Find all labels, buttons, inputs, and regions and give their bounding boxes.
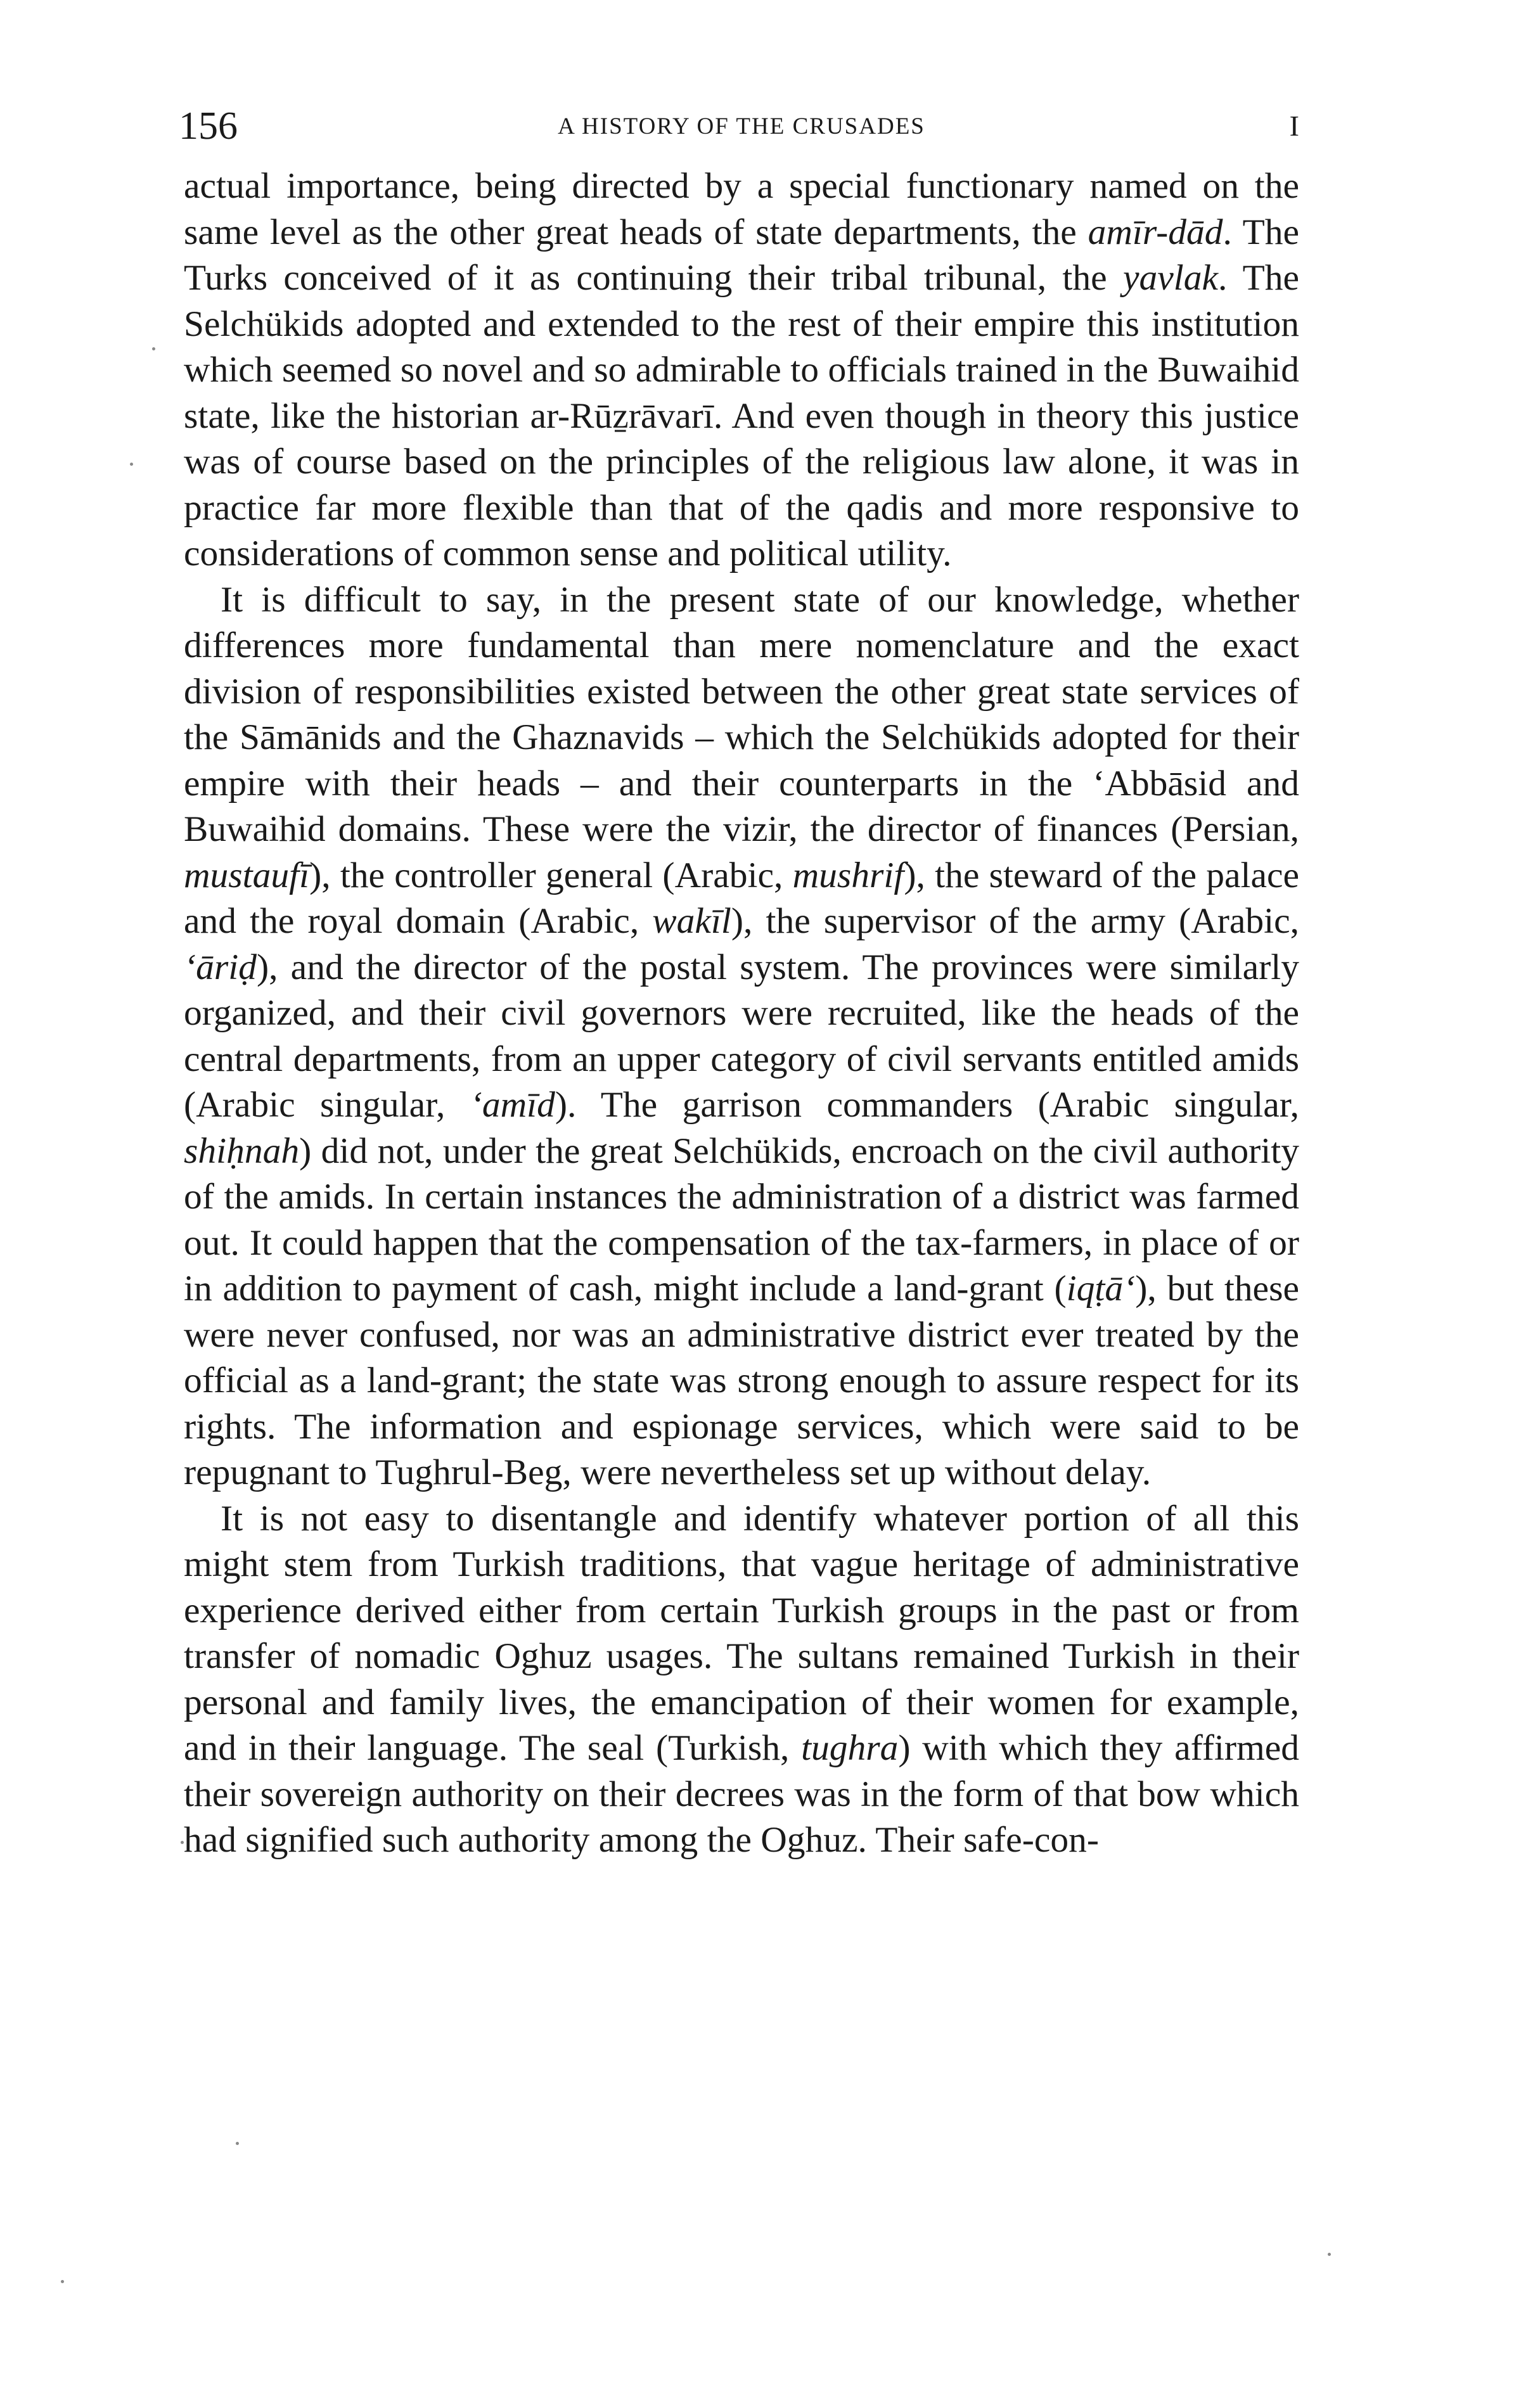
scan-speck [130, 463, 133, 466]
italic-term: mushrif [792, 855, 904, 895]
page-number: 156 [179, 105, 238, 148]
text-run: ), but these were never confused, nor was an administrative district ever treated by the official as a land-grant; the state was strong enough to assure respect for its rights. The information and espionage services, which were said to be repugnant to Tughrul-Beg, were nevertheless set up without delay. [184, 1269, 1299, 1492]
paragraph [184, 163, 1299, 577]
scan-speck [236, 2142, 239, 2145]
paragraph [184, 1496, 1299, 1864]
italic-term: ‘amīd [470, 1085, 555, 1125]
text-run: ), the controller general (Arabic, [309, 855, 793, 895]
text-run: ), and the director of the postal system. The provinces were similarly organized, and their civil governors were recruited, like the heads of the central departments, from an upper category of civil servants entitled amids (Arabic singular, [184, 947, 1299, 1125]
italic-term: ‘āriḍ [184, 947, 257, 987]
italic-term: shiḥnah [184, 1130, 300, 1171]
text-run: It is not easy to disentangle and identify whatever portion of all this might stem from Turkish traditions, that vague heritage of administrative experience derived either from certain Turkish groups in the past or from transfer of nomadic Oghuz usages. The sultans remained Turkish in their personal and family lives, the emancipation of their women for example, and in their language. The seal (Turkish, [184, 1498, 1299, 1768]
scan-speck [152, 347, 155, 350]
volume-number: I [1289, 110, 1299, 142]
running-head [179, 105, 1299, 152]
italic-term: yavlak [1122, 258, 1218, 298]
italic-term: amīr-dād [1088, 212, 1223, 252]
italic-term: wakīl [652, 901, 731, 941]
text-run: . The Turks conceived of it as continuing their tribal tribunal, the [184, 212, 1300, 298]
text-run: It is difficult to say, in the present state of our knowledge, whether differences more fundamental than mere nomenclature and the exact division of responsibilities existed between the other great state services of the Sāmānids and the Ghaznavids – which the Selchükids adopted for their empire with their heads – and their counterparts in the ‘Abbāsid and Buwaihid domains. These were the vizir, the director of finances (Persian, [184, 579, 1299, 849]
text-run: ) with which they affirmed their sovereign authority on their decrees was in the form of that bow which had signified such authority among the Oghuz. Their safe-con- [184, 1728, 1300, 1860]
scan-speck [181, 1841, 184, 1844]
text-run: ). The garrison commanders (Arabic singular, [555, 1085, 1299, 1125]
body-text [184, 163, 1299, 1864]
paragraph [184, 577, 1299, 1496]
italic-term: iqṭā‘ [1066, 1269, 1136, 1309]
running-title: A HISTORY OF THE CRUSADES [558, 113, 925, 139]
book-page [179, 105, 1300, 1864]
italic-term: tughra [801, 1728, 899, 1768]
text-run: ), the supervisor of the army (Arabic, [731, 901, 1299, 941]
text-run: actual importance, being directed by a special functionary named on the same level as the other great heads of state departments, the [184, 166, 1299, 252]
italic-term: mustaufī [184, 855, 310, 895]
text-run: . The Selchükids adopted and extended to the rest of their empire this institution which seemed so novel and so admirable to officials trained in the Buwaihid state, like the historian ar-Rūẕrāvarī. And even though in theory this justice was of course based on the principles of the religious law alone, it was in practice far more flexible than that of the qadis and more responsive to considerations of common sense and political utility. [184, 258, 1300, 573]
text-run: ), the steward of the palace and the royal domain (Arabic, [184, 855, 1300, 941]
scan-speck [61, 2280, 64, 2283]
text-run: ) did not, under the great Selchükids, encroach on the civil authority of the amids. In certain instances the administration of a district was farmed out. It could happen that the compensation of the tax-farmers, in place of or in addition to payment of cash, might include a land-grant ( [184, 1130, 1299, 1309]
scan-speck [1328, 2253, 1331, 2256]
